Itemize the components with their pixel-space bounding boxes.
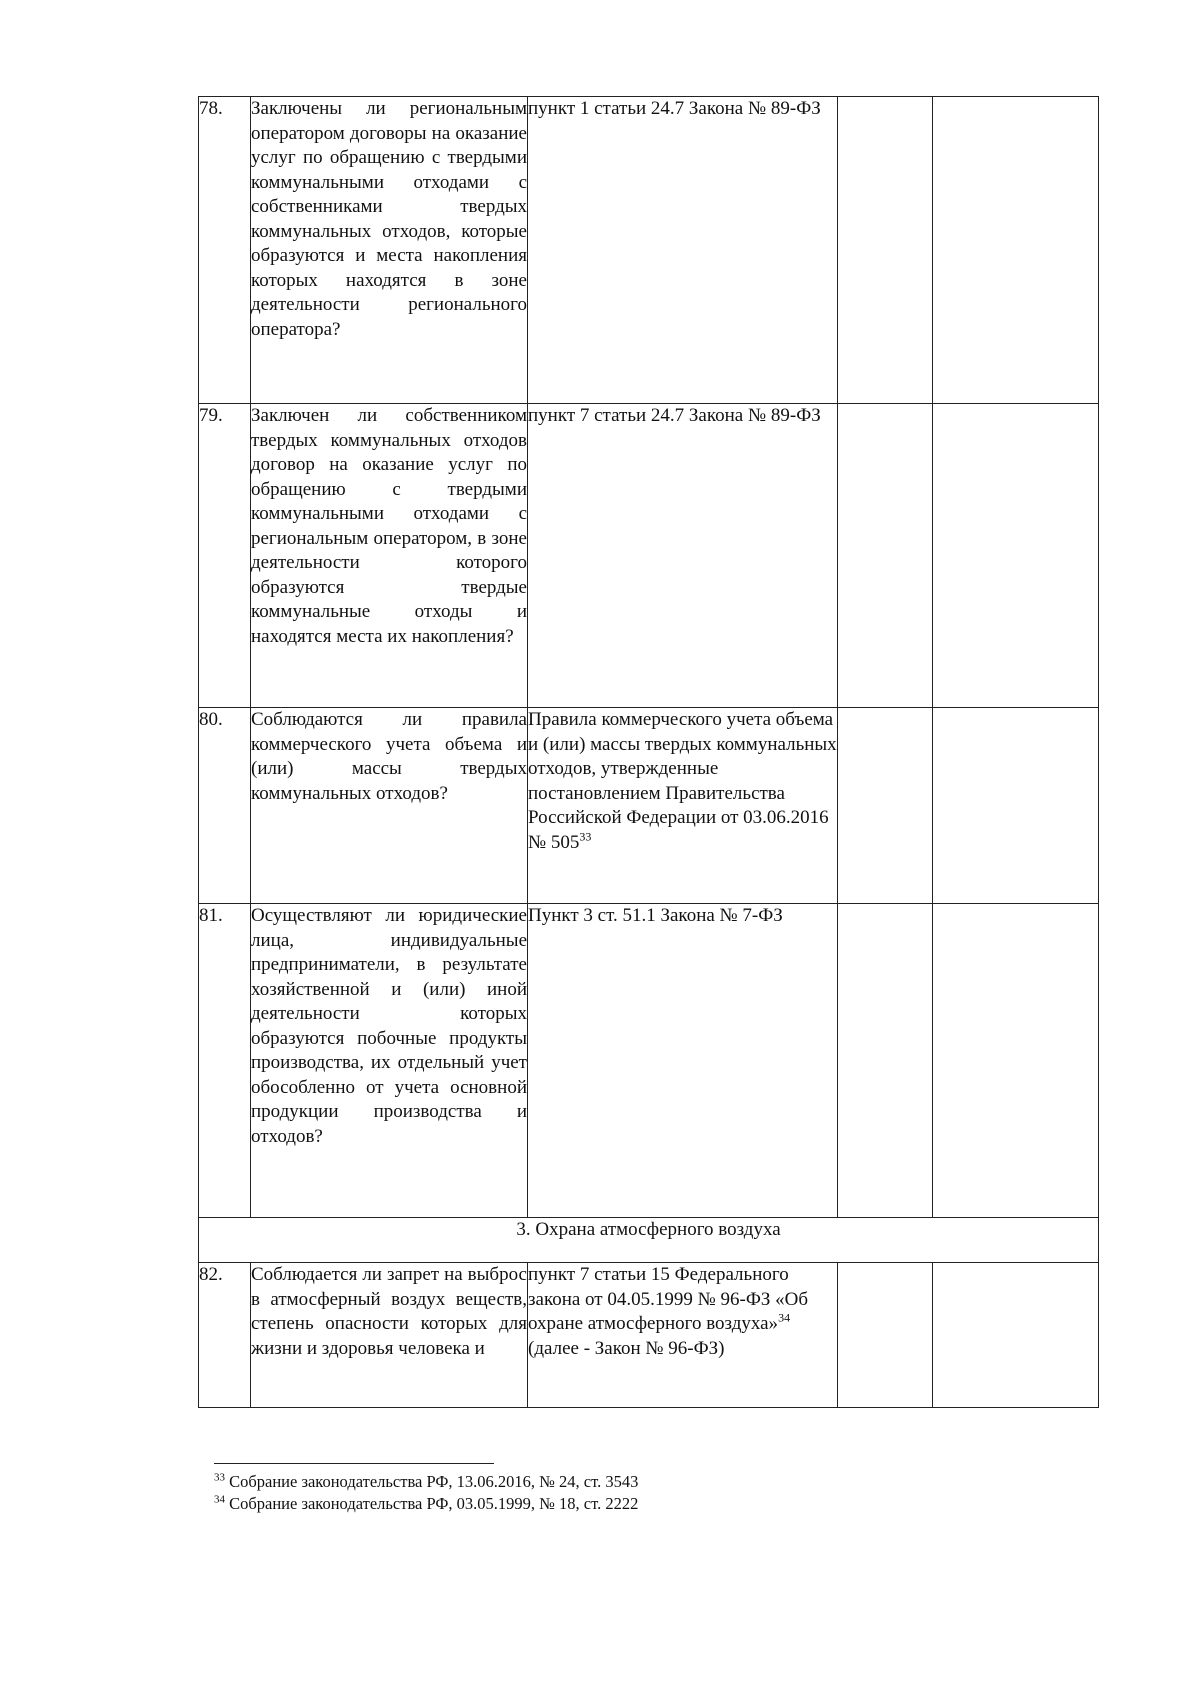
table-row (199, 97, 1099, 404)
row-number: 82. (199, 1263, 251, 1408)
empty-cell (933, 708, 1099, 904)
empty-cell (933, 904, 1099, 1218)
question-cell: Заключены ли региональным оператором договоры на оказание услуг по обращению с твердыми коммунальными отходами с собственниками твердых коммунальных отходов, которые образуются и места накопления которых находятся в зоне деятельности регионального оператора? (251, 97, 528, 404)
row-number: 80. (199, 708, 251, 904)
reference-cell: пункт 7 статьи 24.7 Закона № 89-ФЗ (528, 404, 838, 708)
footnote-ref: 34 (778, 1310, 791, 1325)
question-cell: Соблюдаются ли правила коммерческого учета объема и (или) массы твердых коммунальных отходов? (251, 708, 528, 904)
table-row (199, 1263, 1099, 1408)
reference-text: пункт 7 статьи 15 Федерального закона от 04.05.1999 № 96-ФЗ «Об охране атмосферного воздуха» (528, 1264, 808, 1334)
table-row (199, 904, 1099, 1218)
reference-cell: пункт 1 статьи 24.7 Закона № 89-ФЗ (528, 97, 838, 404)
section-row (199, 1218, 1099, 1263)
question-cell: Осуществляют ли юридические лица, индивидуальные предприниматели, в результате хозяйственной и (или) иной деятельности которых образуются побочные продукты производства, их отдельный учет обособленно от учета основной продукции производства и отходов? (251, 904, 528, 1218)
reference-cell (528, 1263, 838, 1408)
reference-cell (528, 708, 838, 904)
footnotes (214, 1471, 914, 1515)
empty-cell (933, 1263, 1099, 1408)
empty-cell (838, 97, 933, 404)
reference-text-cont: (далее - Закон № 96-ФЗ) (528, 1337, 725, 1359)
section-title: 3. Охрана атмосферного воздуха (199, 1218, 1099, 1263)
row-number: 81. (199, 904, 251, 1218)
table-row (199, 708, 1099, 904)
reference-cell: Пункт 3 ст. 51.1 Закона № 7-ФЗ (528, 904, 838, 1218)
footnote-ref: 33 (579, 829, 592, 844)
reference-text: Правила коммерческого учета объема и (или) массы твердых коммунальных отходов, утвержденные постановлением Правительства Российской Федерации от 03.06.2016 № 505 (528, 709, 837, 853)
empty-cell (838, 904, 933, 1218)
footnote-text: Собрание законодательства РФ, 13.06.2016, № 24, ст. 3543 (225, 1472, 639, 1491)
table-row (199, 404, 1099, 708)
question-cell: Соблюдается ли запрет на выброс в атмосферный воздух веществ, степень опасности которых для жизни и здоровья человека и (251, 1263, 528, 1408)
footnote-divider (214, 1463, 494, 1464)
row-number: 78. (199, 97, 251, 404)
empty-cell (838, 708, 933, 904)
empty-cell (933, 404, 1099, 708)
empty-cell (838, 1263, 933, 1408)
question-cell: Заключен ли собственником твердых коммунальных отходов договор на оказание услуг по обращению с твердыми коммунальными отходами с региональным оператором, в зоне деятельности которого образуются твердые коммунальные отходы и находятся места их накопления? (251, 404, 528, 708)
footnote-text: Собрание законодательства РФ, 03.05.1999, № 18, ст. 2222 (225, 1494, 639, 1513)
empty-cell (838, 404, 933, 708)
footnote-mark: 33 (214, 1471, 225, 1484)
footnote (214, 1493, 914, 1515)
footnote (214, 1471, 914, 1493)
empty-cell (933, 97, 1099, 404)
footnote-mark: 34 (214, 1493, 225, 1506)
checklist-table (198, 96, 1099, 1408)
row-number: 79. (199, 404, 251, 708)
